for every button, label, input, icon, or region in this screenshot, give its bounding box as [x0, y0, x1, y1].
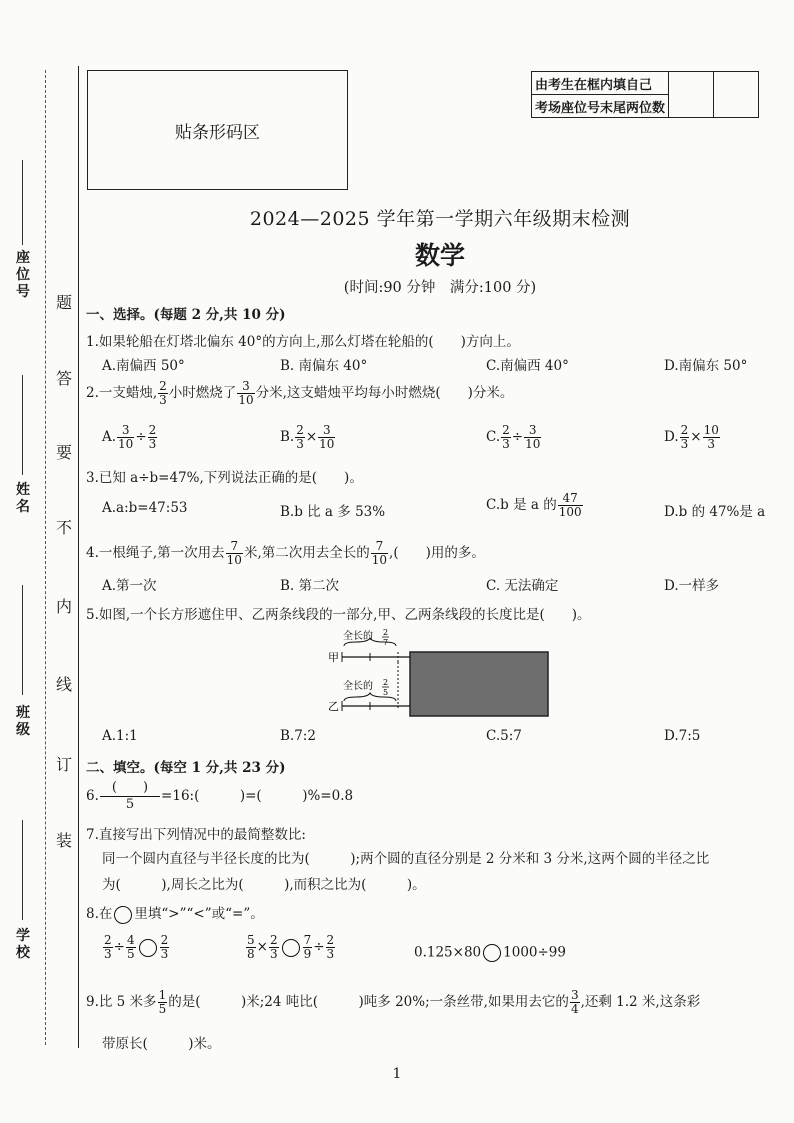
- fraction: [303, 934, 313, 961]
- question-4-stem: [86, 540, 485, 567]
- option-text: C.b 是 a 的: [486, 497, 557, 513]
- question-1-stem: 1.如果轮船在灯塔北偏东 40°的方向上,那么灯塔在轮船的( )方向上。: [86, 334, 520, 350]
- binding-dashed-line: [45, 70, 46, 1045]
- q8-text: 8.在: [86, 906, 113, 922]
- question-2-stem: [86, 380, 513, 407]
- q8-expression-2: [245, 934, 336, 961]
- seat-number-table: [531, 71, 759, 118]
- question-5-stem: 5.如图,一个长方形遮住甲、乙两条线段的一部分,甲、乙两条线段的长度比是( )。: [86, 607, 591, 623]
- denominator: 3: [104, 947, 112, 961]
- numerator: 5: [247, 933, 255, 947]
- question-7-stem: 7.直接写出下列情况中的最简整数比:: [86, 827, 306, 843]
- denominator: 9: [303, 947, 312, 961]
- q3-option-c: [486, 492, 584, 519]
- numerator: 47: [558, 492, 583, 506]
- class-write-line: [22, 585, 23, 695]
- seat-digit-box-1[interactable]: [669, 72, 714, 118]
- q1-option-a: A.南偏西 50°: [102, 358, 185, 374]
- section-heading: 一、选择。(每题 2 分,共 10 分): [86, 307, 286, 323]
- fraction: [103, 934, 113, 961]
- q1-option-d: D.南偏东 50°: [664, 358, 748, 374]
- question-6: [86, 780, 353, 813]
- option-label: C.: [486, 429, 501, 445]
- label-yi: 乙: [328, 700, 339, 713]
- denominator: 3: [269, 947, 278, 961]
- frac-yi-den: 5: [383, 688, 389, 697]
- fraction: [126, 934, 136, 961]
- numerator: 10: [703, 423, 719, 437]
- q2-option-c: [486, 424, 542, 451]
- q5-option-d: D.7:5: [664, 728, 701, 744]
- numerator: 2: [159, 379, 167, 393]
- whole-label-jia: 全长的: [343, 631, 373, 642]
- question-7-line1: 同一个圆内直径与半径长度的比为( );两个圆的直径分别是 2 分米和 3 分米,这两个圆的半径之比: [102, 851, 710, 867]
- question-8-stem: [86, 902, 264, 924]
- binding-solid-line: [78, 66, 79, 1048]
- numerator: 2: [104, 933, 112, 947]
- fraction: [226, 540, 243, 567]
- denominator: 10: [238, 393, 254, 407]
- section-heading: 二、填空。(每空 1 分,共 23 分): [86, 760, 286, 776]
- barcode-area: [87, 70, 348, 190]
- numerator: 3: [570, 988, 579, 1002]
- denominator: 10: [371, 553, 388, 567]
- numerator: 7: [303, 933, 312, 947]
- page-number: 1: [392, 1066, 402, 1082]
- q4-option-a: A.第一次: [102, 578, 157, 594]
- fraction: [160, 934, 170, 961]
- q2-option-b: [280, 424, 336, 451]
- fraction: [117, 424, 134, 451]
- numerator: 2: [296, 423, 304, 437]
- option-label: A.: [102, 429, 117, 445]
- q1-option-b: B. 南偏东 40°: [280, 358, 368, 374]
- denominator: 10: [226, 553, 242, 567]
- numerator: 3: [524, 424, 541, 438]
- fraction: [246, 934, 256, 961]
- option-label: D.: [664, 429, 679, 445]
- q2-option-d: [664, 424, 721, 451]
- name-write-line: [22, 375, 23, 475]
- question-9-line1: [86, 989, 700, 1016]
- denominator: 5: [158, 1002, 167, 1016]
- name-label: 姓名: [16, 482, 30, 515]
- whole-label-yi: 全长的: [343, 681, 373, 692]
- numerator: 2: [680, 423, 689, 437]
- denominator: 4: [570, 1002, 579, 1016]
- binding-warning-char: 不: [55, 518, 72, 537]
- denominator: 5: [125, 797, 135, 812]
- binding-warning-char: 装: [55, 831, 72, 850]
- denominator: 10: [525, 437, 541, 451]
- expression-left: 0.125×80: [414, 944, 482, 961]
- option-label: B.: [280, 429, 295, 445]
- fraction: [269, 934, 279, 961]
- exam-info: (时间:90 分钟 满分:100 分): [343, 280, 537, 296]
- q2-text: 2.一支蜡烛,: [86, 385, 158, 401]
- operator: ÷: [511, 429, 524, 445]
- seat-digit-box-2[interactable]: [714, 72, 759, 118]
- numerator: 3: [117, 424, 134, 438]
- fraction: [237, 380, 254, 407]
- numerator: 4: [126, 933, 135, 947]
- answer-circle[interactable]: [282, 939, 300, 957]
- school-label: 学校: [16, 928, 30, 961]
- q5-figure: [300, 626, 560, 722]
- frac-jia-num: 2: [383, 628, 389, 637]
- denominator: 3: [680, 437, 689, 451]
- fraction: [295, 424, 305, 451]
- numerator: 7: [226, 540, 243, 554]
- q8-expression-3: [414, 944, 566, 962]
- operator: ×: [256, 939, 268, 955]
- seat-notice-line2: 考场座位号末尾两位数: [532, 95, 669, 118]
- q9-text: 9.比 5 米多: [86, 994, 157, 1010]
- q3-option-b: B.b 比 a 多 53%: [280, 504, 386, 520]
- fraction: [158, 380, 168, 407]
- denominator: 3: [160, 947, 169, 961]
- fraction: [570, 989, 580, 1016]
- denominator: 3: [707, 437, 716, 451]
- q8-text: 里填“>”“<”或“=”。: [134, 906, 264, 922]
- numerator-blank[interactable]: ( ): [100, 780, 160, 797]
- school-write-line: [22, 820, 23, 920]
- fraction: [524, 424, 541, 451]
- binding-warning-char: 要: [55, 443, 72, 462]
- question-9-line2: 带原长( )米。: [102, 1036, 221, 1052]
- barcode-area-label: 贴条形码区: [175, 122, 260, 143]
- numerator: 2: [326, 933, 335, 947]
- subject-title: 数学: [414, 241, 465, 270]
- q5-option-c: C.5:7: [486, 728, 522, 744]
- operator: ÷: [135, 429, 147, 445]
- expression-right: 1000÷99: [503, 944, 566, 961]
- numerator: 2: [269, 933, 278, 947]
- fraction: [326, 934, 336, 961]
- q8-expression-1: [102, 934, 170, 961]
- question-3-stem: 3.已知 a÷b=47%,下列说法正确的是( )。: [86, 470, 363, 486]
- operator: ÷: [313, 939, 325, 955]
- q1-option-c: C.南偏西 40°: [486, 358, 569, 374]
- denominator: 3: [326, 947, 335, 961]
- q2-option-a: [102, 424, 158, 451]
- fraction: [318, 424, 335, 451]
- q9-text: 的是( )米;24 吨比( )吨多 20%;一条丝带,如果用去它的: [168, 994, 569, 1010]
- binding-warning-char: 题: [55, 293, 72, 312]
- numerator: 1: [158, 988, 167, 1002]
- frac-jia-den: 7: [383, 638, 389, 647]
- seat-number-write-line: [22, 160, 23, 245]
- denominator: 3: [159, 393, 167, 407]
- q5-option-b: B.7:2: [280, 728, 316, 744]
- brace-yi: [344, 693, 396, 701]
- q5-option-a: A.1:1: [102, 728, 138, 744]
- fraction: [703, 424, 720, 451]
- fraction: [100, 780, 160, 813]
- q2-text: 小时燃烧了: [168, 385, 237, 401]
- q4-option-c: C. 无法确定: [486, 578, 559, 594]
- numerator: 3: [237, 380, 254, 394]
- denominator: 10: [118, 437, 134, 451]
- q4-option-d: D.一样多: [664, 578, 720, 594]
- class-label: 班级: [16, 705, 30, 738]
- binding-warning-char: 线: [55, 675, 72, 694]
- binding-warning-char: 答: [55, 369, 72, 388]
- q4-text: ,( )用的多。: [389, 545, 485, 561]
- fraction: [558, 492, 583, 519]
- q4-option-b: B. 第二次: [280, 578, 340, 594]
- question-7-line2: 为( ),周长之比为( ),而积之比为( )。: [102, 877, 426, 893]
- numerator: 7: [371, 540, 388, 554]
- binding-warning-char: 订: [55, 755, 72, 774]
- denominator: 3: [148, 437, 157, 451]
- denominator: 5: [126, 947, 135, 961]
- covering-rectangle: [410, 652, 548, 716]
- numerator: 2: [148, 423, 157, 437]
- q2-text: 分米,这支蜡烛平均每小时燃烧( )分米。: [255, 385, 514, 401]
- binding-warning-char: 内: [55, 597, 72, 616]
- operator: ÷: [113, 939, 125, 955]
- answer-circle[interactable]: [483, 944, 501, 962]
- fraction: [158, 989, 168, 1016]
- denominator: 8: [247, 947, 255, 961]
- answer-circle[interactable]: [139, 939, 157, 957]
- fraction: [371, 540, 388, 567]
- numerator: 3: [318, 424, 335, 438]
- denominator: 10: [319, 437, 335, 451]
- q3-option-a: A.a:b=47:53: [102, 500, 188, 516]
- label-jia: 甲: [328, 651, 339, 664]
- numerator: 2: [502, 423, 510, 437]
- numerator: 2: [160, 933, 169, 947]
- denominator: 100: [558, 505, 582, 519]
- q3-option-d: D.b 的 47%是 a: [664, 504, 766, 520]
- operator: ×: [305, 429, 318, 445]
- fraction: [148, 424, 158, 451]
- denominator: 3: [502, 437, 510, 451]
- fraction: [501, 424, 511, 451]
- fraction: [680, 424, 690, 451]
- exam-title: 2024—2025 学年第一学期六年级期末检测: [249, 208, 631, 230]
- q6-number: 6.: [86, 788, 99, 804]
- q6-text: =16:( )=( )%=0.8: [161, 788, 354, 804]
- q4-text: 米,第二次用去全长的: [243, 545, 370, 561]
- operator: ×: [690, 429, 702, 445]
- frac-yi-num: 2: [383, 678, 389, 687]
- q9-text: ,还剩 1.2 米,这条彩: [580, 994, 701, 1010]
- seat-number-label: 座位号: [16, 250, 30, 300]
- seat-notice-line1: 由考生在框内填自己: [532, 72, 669, 95]
- denominator: 3: [296, 437, 304, 451]
- q4-text: 4.一根绳子,第一次用去: [86, 545, 225, 561]
- compare-circle-icon: [114, 906, 132, 924]
